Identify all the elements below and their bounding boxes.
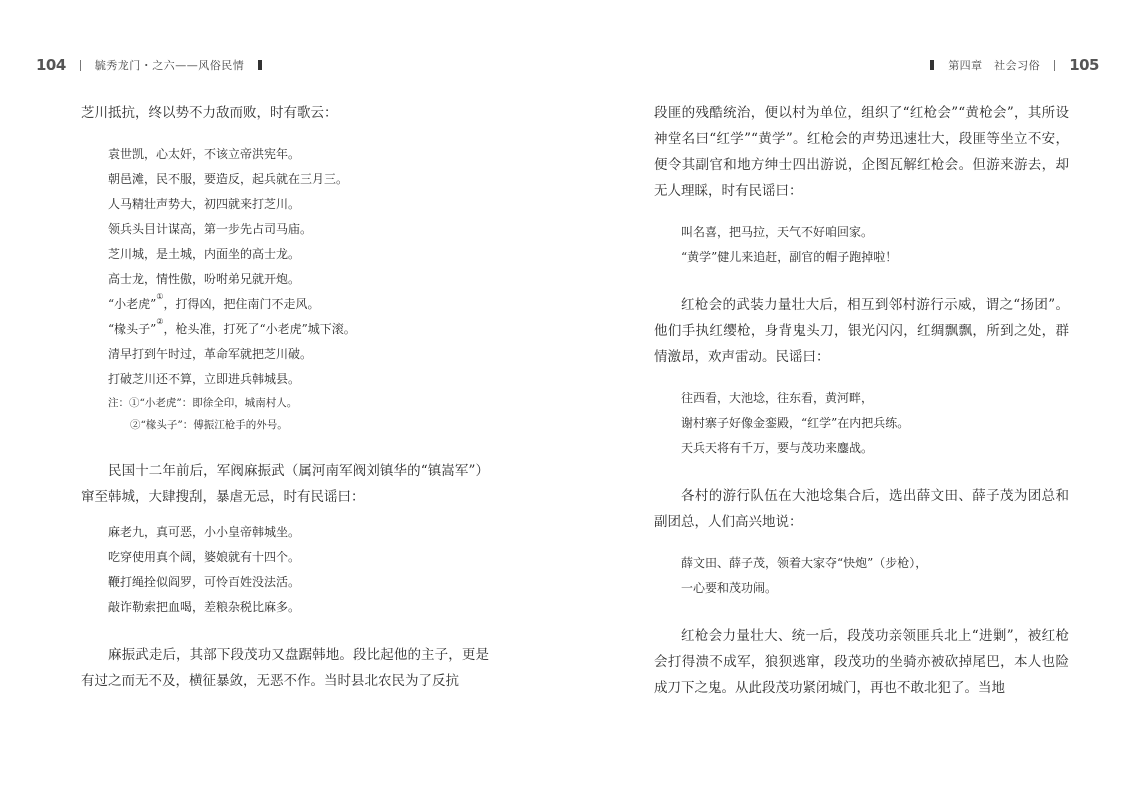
footnote-marker: ② bbox=[156, 317, 164, 326]
verse-line: 一心要和茂功闹。 bbox=[681, 581, 778, 595]
verse-line bbox=[81, 317, 489, 342]
verse-text: “小老虎” bbox=[108, 297, 157, 311]
header-marker bbox=[258, 60, 262, 70]
verse-line: 麻老九，真可恶，小小皇帝韩城坐。 bbox=[108, 525, 301, 539]
verse-line: 谢村寨子好像金銮殿，“红学”在内把兵练。 bbox=[681, 416, 910, 430]
verse-line: 鞭打绳拴似阎罗，可怜百姓没法活。 bbox=[108, 575, 301, 589]
running-title-left: 毓秀龙门・之六——风俗民情 bbox=[94, 59, 245, 72]
verse-line: 薛文田、薛子茂，领着大家夺“快炮”（步枪）， bbox=[681, 556, 928, 570]
verse-text: ，打得凶，把住南门不走风。 bbox=[163, 297, 320, 311]
paragraph: 民国十二年前后，军阀麻振武（属河南军阀刘镇华的“镇嵩军”）窜至韩城，大肆搜刮，暴虐无忌，时有民谣曰： bbox=[81, 463, 489, 505]
paragraph: 段匪的残酷统治，便以村为单位，组织了“红枪会”“黄枪会”，其所设神堂名曰“红学”“黄学”。红枪会的声势迅速壮大，段匪等坐立不安，便令其副官和地方绅士四出游说，企图瓦解红枪会。但游来游去，却无人理睬，时有民谣曰： bbox=[654, 105, 1069, 199]
paragraph: 各村的游行队伍在大池埝集合后，选出薛文田、薛子茂为团总和副团总，人们高兴地说： bbox=[654, 488, 1069, 530]
left-page bbox=[0, 0, 566, 799]
verse-line: 朝邑滩，民不服，要造反，起兵就在三月三。 bbox=[108, 172, 349, 186]
verse-text: “椽头子” bbox=[108, 322, 157, 336]
verse-line: 清早打到午时过，革命军就把芝川破。 bbox=[108, 347, 313, 361]
verse-line bbox=[81, 292, 489, 317]
verse-line: 敲诈勒索把血喝，差粮杂税比麻多。 bbox=[108, 600, 301, 614]
header-marker bbox=[930, 60, 934, 70]
header-separator bbox=[1054, 60, 1055, 71]
left-header bbox=[36, 55, 276, 75]
verse-line: 袁世凯，心太奸，不该立帝洪宪年。 bbox=[108, 147, 301, 161]
paragraph: 红枪会力量壮大、统一后，段茂功亲领匪兵北上“进剿”，被红枪会打得溃不成军，狼狈逃窜，段茂功的坐骑亦被砍掉尾巴，本人也险成刀下之鬼。从此段茂功紧闭城门，再也不敢北犯了。当地 bbox=[654, 628, 1069, 696]
verse-line: 往西看，大池埝，往东看，黄河畔， bbox=[681, 391, 874, 405]
verse-line: 叫名喜，把马拉，天气不好咱回家。 bbox=[681, 225, 874, 239]
left-page-body bbox=[81, 100, 489, 694]
verse-line: 吃穿使用真个阔，婆娘就有十四个。 bbox=[108, 550, 301, 564]
verse-line: 领兵头目计谋高，第一步先占司马庙。 bbox=[108, 222, 313, 236]
running-title-right: 第四章 社会习俗 bbox=[948, 59, 1041, 72]
footnote: ②“椽头子”：傅振江枪手的外号。 bbox=[130, 419, 288, 431]
footnote: 注：①“小老虎”：即徐全印，城南村人。 bbox=[108, 397, 298, 409]
page-number-left: 104 bbox=[36, 56, 66, 74]
verse-line: 人马精壮声势大，初四就来打芝川。 bbox=[108, 197, 301, 211]
verse-line: 天兵天将有千万，要与茂功来鏖战。 bbox=[681, 441, 874, 455]
paragraph: 红枪会的武装力量壮大后，相互到邻村游行示威，谓之“扬团”。他们手执红缨枪，身背鬼头刀，银光闪闪，红绸飘飘，所到之处，群情激昂，欢声雷动。民谣曰： bbox=[654, 297, 1069, 365]
right-page-body bbox=[654, 100, 1069, 701]
right-page bbox=[566, 0, 1133, 799]
paragraph: 麻振武走后，其部下段茂功又盘踞韩地。段比起他的主子，更是有过之而无不及，横征暴敛，无恶不作。当时县北农民为了反抗 bbox=[81, 647, 489, 689]
verse-line: 芝川城，是土城，内面坐的高士龙。 bbox=[108, 247, 301, 261]
verse-line: 打破芝川还不算，立即进兵韩城县。 bbox=[108, 372, 301, 386]
paragraph: 芝川抵抗，终以势不力敌而败，时有歌云： bbox=[81, 105, 338, 121]
page-number-right: 105 bbox=[1069, 56, 1099, 74]
verse-line: 高士龙，情性傲，吩咐弟兄就开炮。 bbox=[108, 272, 301, 286]
verse-line: “黄学”健儿来追赶，副官的帽子跑掉啦！ bbox=[681, 250, 898, 264]
right-header bbox=[916, 55, 1099, 75]
header-separator bbox=[80, 60, 81, 71]
verse-text: ，枪头准，打死了“小老虎”城下滚。 bbox=[163, 322, 356, 336]
footnote-marker: ① bbox=[156, 292, 164, 301]
